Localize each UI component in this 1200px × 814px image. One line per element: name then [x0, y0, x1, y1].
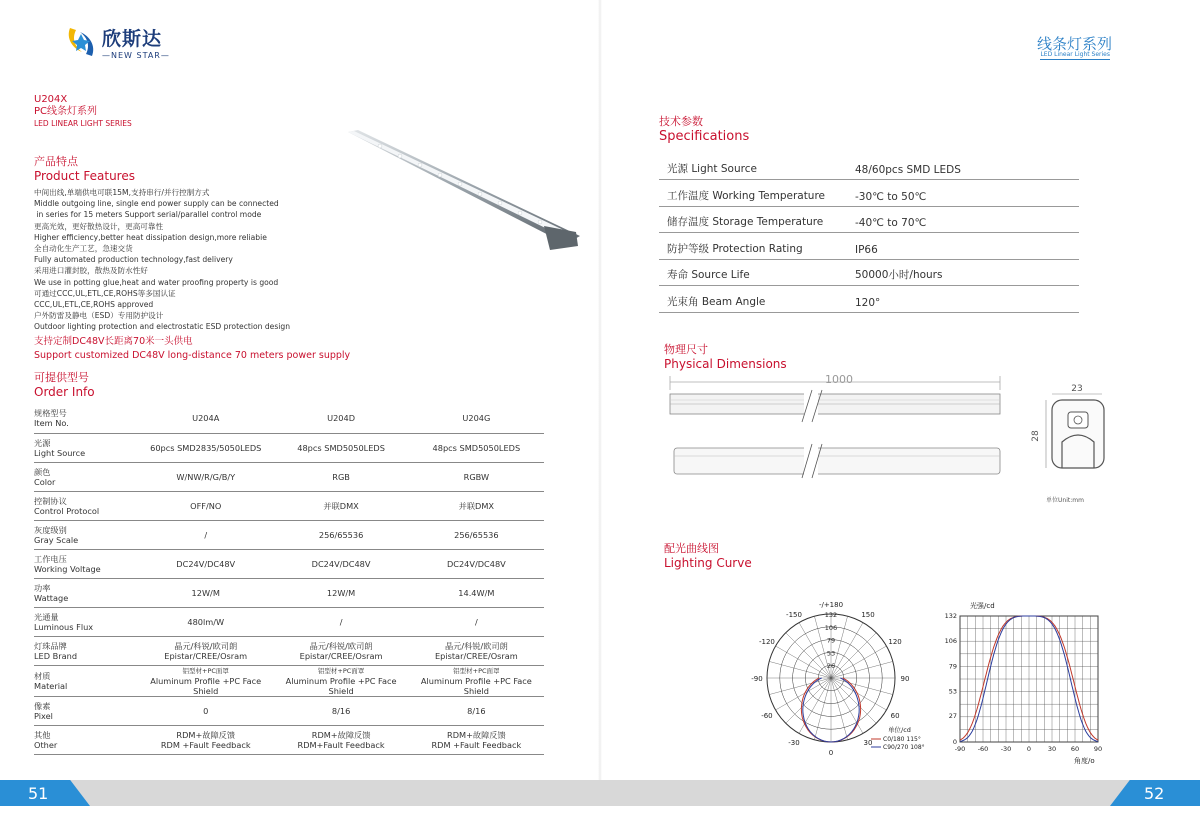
order-row-label — [34, 665, 138, 696]
cart-y-tick: 0 — [952, 738, 957, 746]
spec-label: 工作温度 Working Temperature — [659, 180, 851, 207]
cart-x-tick: -90 — [954, 745, 966, 753]
order-cell-g — [409, 462, 544, 491]
feature-line: 户外防雷及静电（ESD）专用防护设计 — [34, 311, 164, 321]
spec-label: 储存温度 Storage Temperature — [659, 206, 851, 233]
dc48v-note-en: Support customized DC48V long-distance 70 meters power supply — [34, 350, 351, 361]
star-logo-icon — [64, 22, 98, 62]
spec-title-cn: 技术参数 — [659, 115, 703, 128]
polar-spoke — [831, 678, 893, 695]
cart-y-tick: 79 — [948, 662, 957, 671]
page-number-left: 51 — [28, 784, 49, 803]
cart-x-tick: -60 — [977, 745, 989, 753]
length-value: 1000 — [825, 373, 853, 386]
cell-value: / — [339, 616, 343, 627]
cell-value: 480lm/W — [187, 616, 225, 627]
cart-y-axis-label: 光强/cd — [970, 602, 995, 610]
order-cell-d — [273, 491, 408, 520]
dimensions-title-en: Physical Dimensions — [664, 357, 787, 371]
order-row — [34, 549, 544, 578]
spec-value: -40℃ to 70℃ — [851, 206, 1079, 233]
polar-angle-label: 120 — [888, 638, 902, 646]
polar-angle-label: 90 — [900, 675, 910, 683]
order-row-label — [34, 462, 138, 491]
label-cn: 光通量 — [34, 611, 59, 622]
cell-value: 0 — [203, 705, 209, 716]
order-row — [34, 607, 544, 636]
features-body — [34, 187, 364, 333]
cell-value: RDM+故障反馈 — [311, 729, 371, 740]
order-cell-a — [138, 725, 273, 754]
label-en: Material — [34, 680, 68, 691]
order-cell-a — [138, 520, 273, 549]
order-cell-a — [138, 462, 273, 491]
order-cell-d — [273, 665, 408, 696]
label-en: Light Source — [34, 447, 86, 458]
polar-spoke — [831, 661, 893, 678]
spec-row — [659, 233, 1079, 260]
order-row-label — [34, 520, 138, 549]
dc48v-note — [34, 335, 350, 363]
feature-line: We use in potting glue,heat and water proofing property is good — [34, 277, 279, 287]
order-row — [34, 578, 544, 607]
cell-value: 48pcs SMD5050LEDS — [432, 442, 521, 453]
label-en: LED Brand — [34, 650, 78, 661]
order-cell-a — [138, 578, 273, 607]
polar-spoke — [831, 633, 876, 678]
order-cell-a — [138, 696, 273, 725]
feature-line: 更高光效，更好散热设计，更高可靠性 — [34, 221, 164, 231]
cart-x-tick: 0 — [1026, 745, 1032, 753]
cart-y-tick: 106 — [944, 636, 957, 645]
product-features — [34, 153, 364, 333]
cell-value-en: Aluminum Profile +PC Face Shield — [285, 675, 397, 696]
feature-line: Outdoor lighting protection and electrostatic ESD protection design — [34, 322, 291, 332]
order-cell-d — [273, 520, 408, 549]
width-value: 23 — [1071, 384, 1083, 394]
label-en: Luminous Flux — [34, 621, 94, 632]
cell-value-en: Epistar/CREE/Osram — [434, 650, 518, 661]
height-value: 28 — [1031, 430, 1041, 442]
feature-line: 可通过CCC,UL,ETL,CE,ROHS等多国认证 — [34, 288, 176, 298]
spec-table — [659, 153, 1079, 313]
cell-value: 铝型材+PC面罩 — [317, 666, 365, 675]
cell-value: W/NW/R/G/B/Y — [176, 471, 236, 482]
spec-label: 光源 Light Source — [659, 153, 851, 180]
cell-value: 12W/M — [326, 587, 356, 598]
label-cn: 规格型号 — [34, 408, 67, 419]
polar-angle-label: -30 — [788, 739, 800, 748]
polar-radial-label: 132 — [824, 611, 838, 619]
label-cn: 灰度级别 — [34, 524, 67, 535]
order-row — [34, 462, 544, 491]
order-title-cn: 可提供型号 — [34, 371, 89, 384]
feature-line: in series for 15 meters Support serial/parallel control mode — [34, 210, 262, 220]
order-row-label — [34, 725, 138, 754]
cell-value: 铝型材+PC面罩 — [453, 666, 500, 675]
cell-value-en: Aluminum Profile +PC Face Shield — [420, 675, 532, 696]
cell-value: 48pcs SMD5050LEDS — [297, 442, 385, 453]
spec-row — [659, 206, 1079, 233]
label-en: Item No. — [34, 418, 69, 429]
features-title-cn: 产品特点 — [34, 155, 78, 168]
feature-line: CCC,UL,ETL,CE,ROHS approved — [34, 300, 154, 310]
series-subtitle: LED Linear Light Series — [1040, 51, 1110, 58]
label-cn: 控制协议 — [34, 495, 67, 506]
order-cell-g — [409, 725, 544, 754]
order-cell-d — [273, 725, 408, 754]
order-cell-a — [138, 549, 273, 578]
series-title: 线条灯系列 — [1036, 35, 1112, 53]
cart-x-axis-label: 角度/o — [1074, 757, 1095, 765]
spec-value: 120° — [851, 286, 1079, 313]
polar-spoke — [814, 678, 831, 740]
dimension-unit: 单位Unit:mm — [1046, 497, 1084, 504]
label-en: Pixel — [34, 710, 53, 721]
order-cell-g — [409, 696, 544, 725]
label-cn: 灯珠品牌 — [34, 640, 67, 651]
polar-radial-label: 26 — [826, 662, 836, 671]
polar-unit-label: 单位/cd — [888, 726, 911, 734]
cell-value-en: RDM+Fault Feedback — [297, 739, 385, 750]
order-row — [34, 636, 544, 665]
cell-value: 8/16 — [331, 705, 351, 716]
order-row — [34, 491, 544, 520]
order-cell-d — [273, 696, 408, 725]
cart-y-tick: 27 — [948, 712, 957, 721]
cell-value-en: RDM +Fault Feedback — [160, 739, 251, 750]
curve-title-cn: 配光曲线图 — [664, 542, 719, 555]
features-title-en: Product Features — [34, 169, 135, 183]
order-cell-d — [273, 549, 408, 578]
order-cell-g — [409, 665, 544, 696]
order-cell-g — [409, 636, 544, 665]
cell-value: 铝型材+PC面罩 — [182, 666, 229, 675]
end-cap-outline — [1052, 400, 1104, 468]
polar-angle-label: 60 — [890, 712, 900, 720]
cell-value: DC24V/DC48V — [446, 558, 506, 569]
polar-radial-label: 106 — [824, 623, 838, 632]
cart-x-tick: 90 — [1093, 745, 1103, 753]
brand-logo — [64, 22, 170, 62]
brand-name-cn: 欣斯达 — [102, 28, 163, 50]
feature-line: 中间出线,单端供电可联15M,支持串行/并行控制方式 — [34, 188, 210, 197]
order-cell-g — [409, 433, 544, 462]
spec-title — [659, 113, 749, 144]
cell-value: U204A — [192, 413, 220, 424]
length-drawing — [664, 370, 1009, 485]
polar-legend-entry: C0/180 115° — [883, 736, 921, 743]
polar-spoke — [831, 678, 876, 723]
polar-angle-label: 150 — [861, 610, 875, 619]
end-view-drawing — [1030, 378, 1110, 493]
label-en: Wattage — [34, 592, 69, 603]
order-cell-a — [138, 491, 273, 520]
order-cell-g — [409, 549, 544, 578]
order-cell-g — [409, 520, 544, 549]
cell-value: 晶元/科锐/欧司朗 — [444, 640, 508, 651]
spec-title-en: Specifications — [659, 129, 750, 144]
spec-label: 寿命 Source Life — [659, 259, 851, 286]
polar-angle-label: -90 — [751, 675, 763, 683]
cell-value: 14.4W/M — [458, 587, 495, 598]
polar-spoke — [831, 678, 863, 733]
order-cell-d — [273, 578, 408, 607]
feature-line: Middle outgoing line, single end power supply can be connected — [34, 199, 279, 209]
cell-value: 并联DMX — [458, 500, 495, 511]
dimensions-title — [664, 341, 787, 371]
polar-radial-label: 79 — [826, 636, 836, 645]
model-name-cn: PC线条灯系列 — [34, 106, 98, 117]
cell-value: U204G — [462, 413, 491, 424]
cart-y-tick: 53 — [948, 687, 957, 696]
polar-angle-label: -/+180 — [818, 601, 844, 609]
order-cell-a — [138, 404, 273, 433]
order-row-label — [34, 636, 138, 665]
cell-value: RDM+故障反馈 — [447, 729, 506, 740]
order-row — [34, 725, 544, 754]
cell-value: 晶元/科锐/欧司朗 — [309, 640, 373, 651]
lighting-curve-title — [664, 540, 752, 570]
order-row-label — [34, 696, 138, 725]
polar-spoke — [776, 646, 831, 678]
curve-title-en: Lighting Curve — [664, 556, 752, 570]
label-en: Gray Scale — [34, 534, 79, 545]
feature-line: 采用进口灌封胶，散热及防水性好 — [34, 266, 148, 276]
model-heading — [34, 94, 132, 130]
dc48v-note-cn: 支持定制DC48V长距离70米一头供电 — [34, 336, 193, 347]
order-row-label — [34, 433, 138, 462]
order-row — [34, 696, 544, 725]
order-info-title — [34, 369, 95, 399]
order-row-label — [34, 578, 138, 607]
cell-value: 256/65536 — [454, 529, 499, 540]
polar-angle-label: 0 — [828, 749, 834, 757]
profile-side-view — [674, 448, 1000, 474]
model-name-en: LED LINEAR LIGHT SERIES — [34, 119, 132, 128]
order-cell-g — [409, 607, 544, 636]
spec-label: 光束角 Beam Angle — [659, 286, 851, 313]
label-en: Control Protocol — [34, 505, 100, 516]
order-title-en: Order Info — [34, 385, 95, 399]
order-cell-d — [273, 433, 408, 462]
page-gutter — [598, 0, 602, 780]
polar-spoke — [786, 678, 831, 723]
label-cn: 光源 — [34, 437, 51, 448]
dimensions-title-cn: 物理尺寸 — [664, 343, 708, 356]
order-row — [34, 665, 544, 696]
cartesian-light-distribution-chart — [940, 598, 1105, 768]
order-row-label — [34, 549, 138, 578]
spec-row — [659, 153, 1079, 180]
polar-spoke — [786, 633, 831, 678]
footer-bar — [0, 780, 1200, 806]
order-cell-d — [273, 404, 408, 433]
cell-value-en: Epistar/CREE/Osram — [299, 650, 383, 661]
order-cell-a — [138, 433, 273, 462]
polar-radial-label: 53 — [826, 649, 836, 658]
end-cap-logo-icon — [1068, 412, 1088, 428]
cell-value: 8/16 — [467, 705, 486, 716]
spec-value: 48/60pcs SMD LEDS — [851, 153, 1079, 180]
cell-value: RDM+故障反馈 — [176, 729, 236, 740]
cart-x-tick: 30 — [1047, 745, 1057, 753]
spec-row — [659, 180, 1079, 207]
polar-angle-label: 30 — [863, 739, 873, 748]
cell-value: 60pcs SMD2835/5050LEDS — [150, 442, 262, 453]
feature-line: 全自动化生产工艺，急速交货 — [34, 244, 133, 254]
cell-value: / — [204, 529, 208, 540]
order-cell-d — [273, 462, 408, 491]
spec-row — [659, 286, 1079, 313]
cell-value: RGBW — [463, 471, 490, 482]
polar-angle-label: -120 — [758, 638, 775, 646]
feature-line: Higher efficiency,better heat dissipation design,more reliabie — [34, 232, 267, 242]
cell-value: OFF/NO — [190, 500, 222, 511]
label-cn: 材质 — [34, 670, 51, 681]
model-code: U204X — [34, 94, 68, 105]
brand-name-en: —NEW STAR— — [102, 51, 170, 60]
order-cell-a — [138, 665, 273, 696]
order-cell-a — [138, 636, 273, 665]
cart-x-tick: 60 — [1070, 745, 1080, 753]
order-row-label — [34, 491, 138, 520]
label-en: Color — [34, 476, 56, 487]
cell-value: RGB — [332, 471, 350, 482]
polar-spoke — [831, 646, 886, 678]
polar-angle-label: -60 — [761, 712, 773, 720]
order-row-label — [34, 607, 138, 636]
label-en: Working Voltage — [34, 563, 101, 574]
cart-y-tick: 132 — [944, 612, 957, 620]
product-image — [340, 128, 590, 258]
feature-line: Fully automated production technology,fast delivery — [34, 255, 233, 265]
order-cell-d — [273, 636, 408, 665]
spec-value: IP66 — [851, 233, 1079, 260]
cell-value-en: RDM +Fault Feedback — [431, 739, 522, 750]
cell-value: 12W/M — [191, 587, 220, 598]
order-cell-g — [409, 578, 544, 607]
label-cn: 功率 — [34, 582, 51, 593]
polar-legend-entry: C90/270 108° — [883, 744, 925, 751]
order-table — [34, 404, 544, 755]
order-cell-a — [138, 607, 273, 636]
order-cell-d — [273, 607, 408, 636]
cell-value-en: Aluminum Profile +PC Face Shield — [150, 675, 262, 696]
spec-label: 防护等级 Protection Rating — [659, 233, 851, 260]
polar-spoke — [799, 678, 831, 733]
order-row-label — [34, 404, 138, 433]
label-cn: 其他 — [34, 729, 51, 740]
label-cn: 像素 — [34, 700, 51, 711]
series-divider — [1040, 59, 1110, 60]
polar-angle-label: -150 — [786, 610, 802, 619]
page-number-right: 52 — [1144, 784, 1165, 803]
cell-value: 256/65536 — [318, 529, 364, 540]
cart-x-tick: -30 — [1000, 745, 1012, 753]
order-row — [34, 433, 544, 462]
cell-value: 并联DMX — [323, 500, 359, 511]
order-cell-g — [409, 491, 544, 520]
order-row — [34, 520, 544, 549]
label-cn: 工作电压 — [34, 553, 67, 564]
order-row — [34, 404, 544, 433]
cell-value: 晶元/科锐/欧司朗 — [174, 640, 238, 651]
label-en: Other — [34, 739, 58, 750]
cell-value-en: Epistar/CREE/Osram — [164, 650, 248, 661]
spec-value: 50000小时/hours — [851, 259, 1079, 286]
label-cn: 颜色 — [34, 466, 51, 477]
cell-value: U204D — [327, 413, 356, 424]
spec-row — [659, 259, 1079, 286]
order-cell-g — [409, 404, 544, 433]
spec-value: -30℃ to 50℃ — [851, 180, 1079, 207]
polar-light-distribution-chart — [748, 598, 938, 763]
cell-value: / — [474, 616, 478, 627]
polar-spoke — [769, 678, 831, 695]
polar-spoke — [831, 678, 848, 740]
polar-spoke — [769, 661, 831, 678]
cell-value: DC24V/DC48V — [311, 558, 371, 569]
cell-value: DC24V/DC48V — [176, 558, 236, 569]
